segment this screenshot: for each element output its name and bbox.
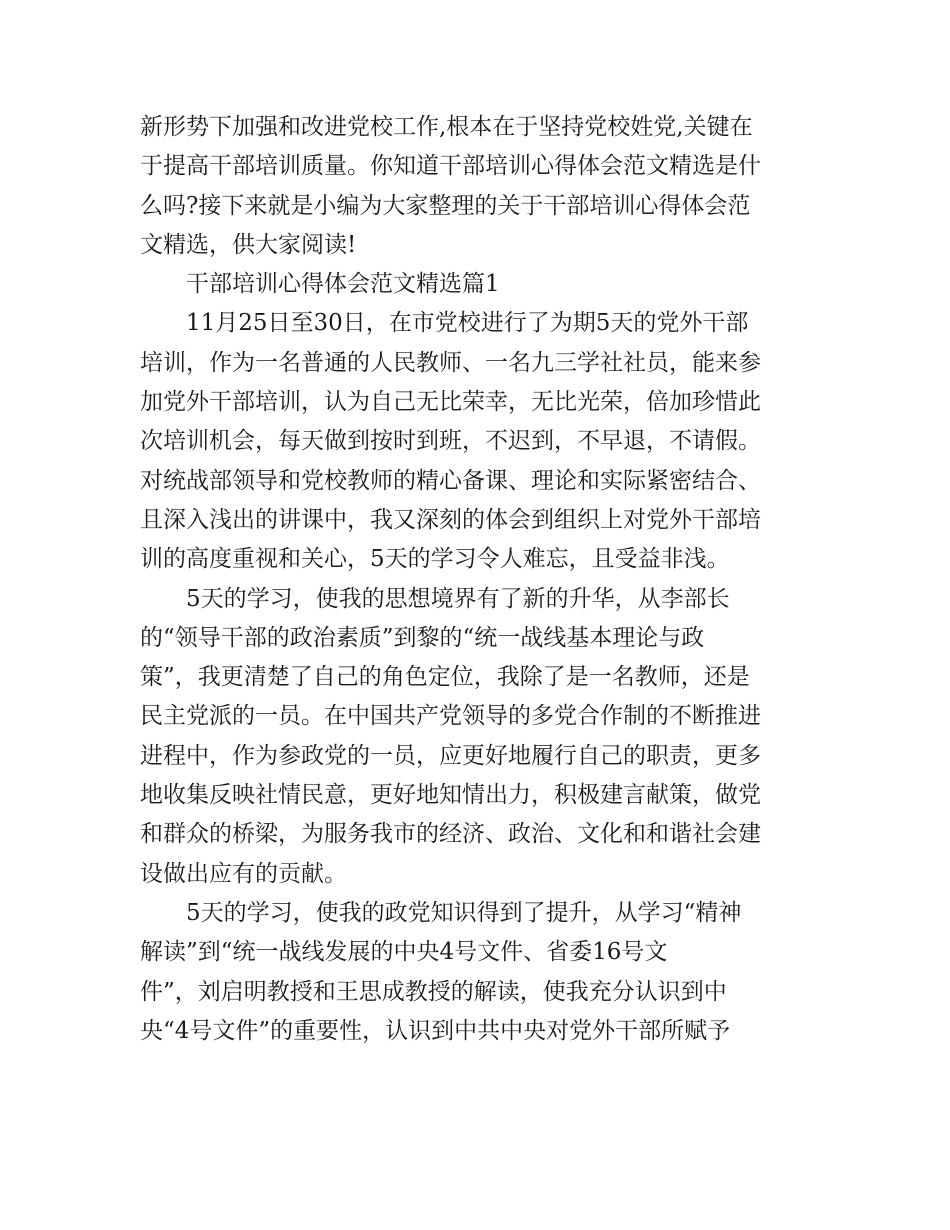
text-line: 次培训机会，每天做到按时到班，不迟到，不早退，不请假。 (140, 428, 761, 455)
text-line: 加党外干部培训，认为自己无比荣幸，无比光荣，倍加珍惜此 (140, 389, 761, 416)
document-body (140, 108, 815, 1051)
text-line: 且深入浅出的讲课中，我又深刻的体会到组织上对党外干部培 (140, 506, 761, 533)
text-line: 训的高度重视和关心，5天的学习令人难忘，且受益非浅。 (140, 546, 730, 573)
text-line: 解读”到“统一战线发展的中央4号文件、省委16号文 (140, 939, 668, 966)
text-line: 对统战部领导和党校教师的精心备课、理论和实际紧密结合、 (140, 467, 761, 494)
text-line: 进程中，作为参政党的一员，应更好地履行自己的职责，更多 (140, 742, 761, 769)
text-line: 策”，我更清楚了自己的角色定位，我除了是一名教师，还是 (140, 664, 750, 691)
text-line: 设做出应有的贡献。 (140, 860, 347, 887)
text-line: 5天的学习，使我的思想境界有了新的升华，从李部长 (186, 585, 730, 612)
text-line: 培训，作为一名普通的人民教师、一名九三学社社员，能来参 (140, 349, 761, 376)
text-line: 么吗?接下来就是小编为大家整理的关于干部培训心得体会范 (140, 192, 751, 219)
text-line: 地收集反映社情民意，更好地知情出力，积极建言献策，做党 (140, 782, 761, 809)
text-line: 于提高干部培训质量。你知道干部培训心得体会范文精选是什 (140, 153, 761, 180)
text-line: 新形势下加强和改进党校工作,根本在于坚持党校姓党,关键在 (140, 114, 753, 140)
text-line: 干部培训心得体会范文精选篇1 (186, 271, 500, 298)
text-line: 件”，刘启明教授和王思成教授的解读，使我充分认识到中 (140, 978, 727, 1005)
text-line: 文精选，供大家阅读! (140, 231, 357, 258)
text-line: 5天的学习，使我的政党知识得到了提升，从学习“精神 (186, 899, 742, 926)
text-line: 的“领导干部的政治素质”到黎的“统一战线基本理论与政 (140, 624, 705, 651)
text-line: 11月25日至30日，在市党校进行了为期5天的党外干部 (186, 310, 749, 337)
text-line: 央“4号文件”的重要性，认识到中共中央对党外干部所赋予 (140, 1017, 731, 1044)
text-line: 和群众的桥梁，为服务我市的经济、政治、文化和和谐社会建 (140, 821, 761, 848)
text-line: 民主党派的一员。在中国共产党领导的多党合作制的不断推进 (140, 703, 761, 730)
